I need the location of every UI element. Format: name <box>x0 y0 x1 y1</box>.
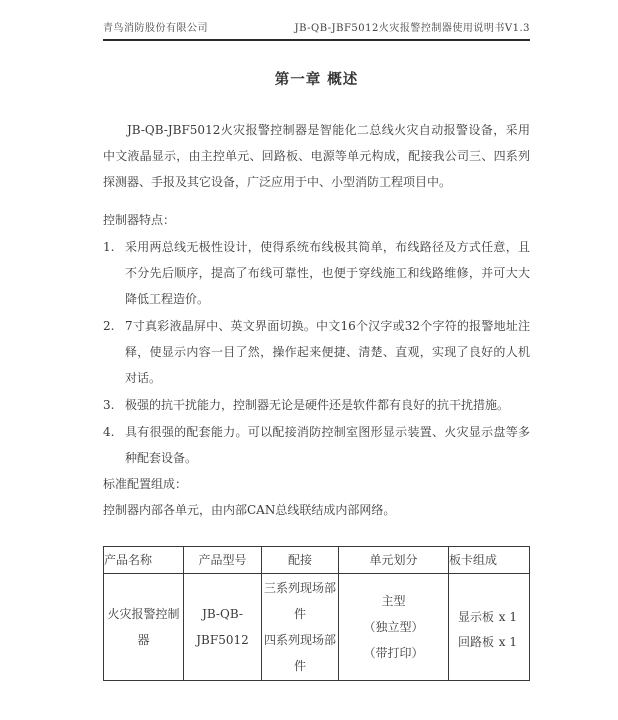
feature-text: 采用两总线无极性设计，使得系统布线极其简单，布线路径及方式任意，且不分先后顺序，提高了布线可靠性，也便于穿线施工和线路维修，并可大大降低工程造价。 <box>125 240 530 306</box>
feature-item <box>103 313 530 391</box>
doc-title: JB-QB-JBF5012火灾报警控制器使用说明书V1.3 <box>294 23 530 34</box>
board-name: 回路板 <box>458 635 495 649</box>
table-row <box>104 574 530 681</box>
cell-unit <box>339 574 449 681</box>
feature-list <box>103 234 530 471</box>
features-label: 控制器特点： <box>103 213 176 227</box>
cell-model: JB-QB-JBF5012 <box>184 574 262 681</box>
feature-text: 具有很强的配套能力。可以配接消防控制室图形显示装置、火灾显示盘等多种配套设备。 <box>125 425 530 465</box>
peiji-line: 四系列现场部件 <box>263 633 336 673</box>
unit-line: （独立型） <box>363 620 424 634</box>
product-table <box>103 546 530 681</box>
board-name: 显示板 <box>458 610 495 624</box>
cell-boards <box>449 574 530 681</box>
feature-number: 4. <box>103 425 115 439</box>
table-header-boards: 板卡组成 <box>449 547 530 574</box>
intro-paragraph: JB-QB-JBF5012火灾报警控制器是智能化二总线火灾自动报警设备，采用中文液晶显示，由主控单元、回路板、电源等单元构成，配接我公司三、四系列探测器、手报及其它设备，广泛应用于中、小型消防工程项目中。 <box>103 123 530 189</box>
page-content <box>103 0 530 681</box>
chapter-title: 第一章 概述 <box>274 71 359 88</box>
board-line <box>449 630 529 655</box>
standard-config-label: 标准配置组成： <box>103 477 188 491</box>
feature-text: 7寸真彩液晶屏中、英文界面切换。中文16个汉字或32个字符的报警地址注释，使显示内容一目了然，操作起来便捷、清楚、直观，实现了良好的人机对话。 <box>125 319 530 385</box>
feature-item <box>103 234 530 312</box>
peiji-line: 三系列现场部件 <box>263 581 336 621</box>
table-header-peiji: 配接 <box>262 547 339 574</box>
page-header <box>103 0 530 41</box>
feature-item <box>103 392 530 418</box>
board-qty: x 1 <box>498 635 517 649</box>
feature-number: 3. <box>103 398 115 412</box>
table-header-product-name: 产品名称 <box>104 547 184 574</box>
cell-product-name: 火灾报警控制器 <box>104 574 184 681</box>
feature-number: 2. <box>103 319 115 333</box>
board-qty: x 1 <box>498 610 517 624</box>
table-header-unit: 单元划分 <box>339 547 449 574</box>
table-header-row <box>104 547 530 574</box>
table-header-model: 产品型号 <box>184 547 262 574</box>
unit-line: （带打印） <box>363 646 424 660</box>
unit-line: 主型 <box>381 594 406 608</box>
standard-config-text: 控制器内部各单元，由内部CAN总线联结成内部网络。 <box>103 503 396 517</box>
cell-peiji <box>262 574 339 681</box>
board-line <box>449 605 529 630</box>
company-name: 青鸟消防股份有限公司 <box>103 23 208 34</box>
feature-text: 极强的抗干扰能力，控制器无论是硬件还是软件都有良好的抗干扰措施。 <box>125 398 510 412</box>
feature-number: 1. <box>103 240 115 254</box>
feature-item <box>103 419 530 471</box>
